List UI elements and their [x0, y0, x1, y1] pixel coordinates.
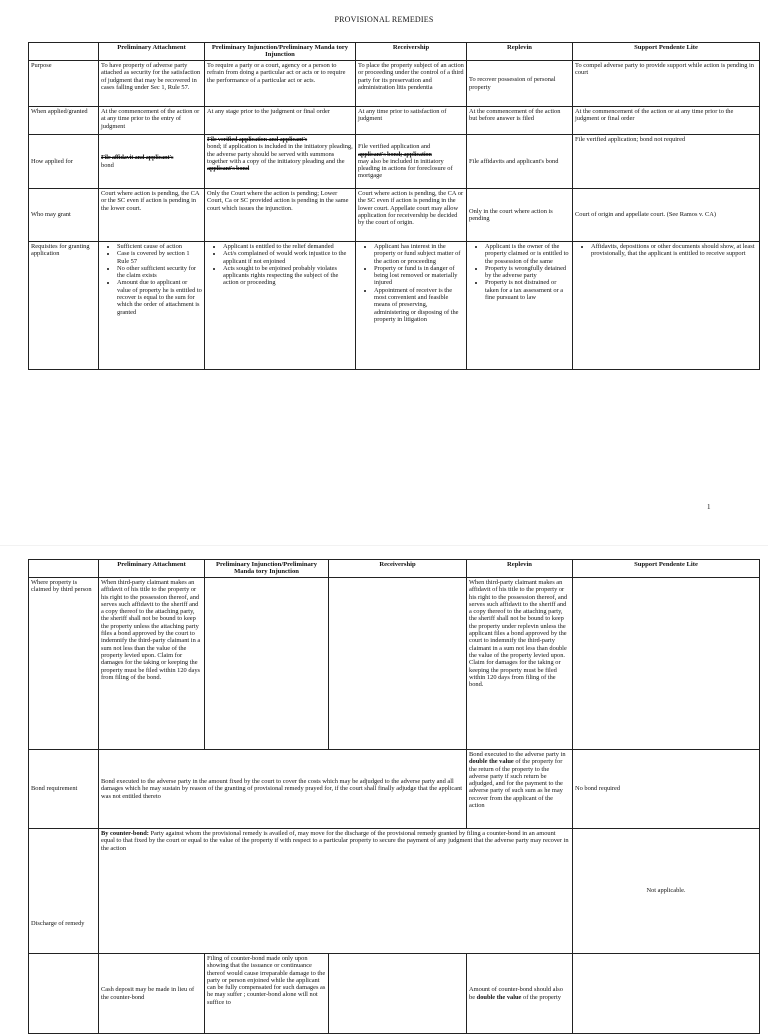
cell: To require a party or a court, agency or a person to refrain from doing a particular act or acts or to require the performance of a particular act or acts. — [205, 61, 356, 107]
table-row — [29, 750, 760, 829]
cell: Not applicable. — [573, 829, 760, 954]
cell: Filing of counter-bond made only upon showing that the issuance or continuance thereof would cause irreparable damage to the party or person enjoined while the applicant can be fully compensated for such damages as he may suffer ; counter-bond alone will not suffice to — [205, 954, 329, 1034]
bullet-list — [358, 243, 464, 323]
header-preliminary-attachment: Preliminary Attachment — [99, 560, 205, 578]
list-item: • Sufficient cause of action — [117, 243, 202, 250]
cell: At the commencement of the action but before answer is filed — [467, 107, 573, 135]
list-item: • Applicant has interest in the property or fund subject matter of the action or proceeding — [374, 243, 464, 265]
cell: Court where action is pending, the CA or the SC even if action is pending in the lower court. — [99, 189, 205, 242]
cell — [205, 242, 356, 370]
cell: File affidavits and applicant's bond — [467, 135, 573, 189]
remedies-table-page-1 — [28, 42, 760, 370]
cell: Bond executed to the adverse party in double the value of the property for the return of the property to the adverse party if such return be adjudged, and for the payment to the adverse party of such sum as he may recover from the applicant of the action — [467, 750, 573, 829]
table-row — [29, 61, 760, 107]
row-label-who: Who may grant — [29, 189, 99, 242]
cell: Only in the court where action is pending — [467, 189, 573, 242]
cell — [29, 954, 99, 1034]
cell: To compel adverse party to provide support while action is pending in court — [573, 61, 760, 107]
list-item: • Property is wrongfully detained by the adverse party — [485, 265, 570, 280]
bullet-list — [101, 243, 202, 316]
bullet-list — [575, 243, 757, 258]
cell: Bond executed to the adverse party in the amount fixed by the court to cover the costs which may be adjudged to the adverse party and all damages which he may sustain by reason of the granting of provisional remedy prayed for, if the court shall finally adjudge that the applicant was not entitled thereto — [99, 750, 467, 829]
page-separator — [0, 545, 768, 546]
row-label-bond: Bond requirement — [29, 750, 99, 829]
cell: At any time prior to satisfaction of judgment — [356, 107, 467, 135]
cell: File affidavit and applicant's bond — [99, 135, 205, 189]
list-item: • Case is covered by section 1 Rule 57 — [117, 250, 202, 265]
header-preliminary-injunction: Preliminary Injunction/Preliminary Manda tory Injunction — [205, 43, 356, 61]
row-label-requisites: Requisites for granting application — [29, 242, 99, 370]
row-label-how: How applied for — [29, 135, 99, 189]
corner-cell — [29, 43, 99, 61]
cell: Cash deposit may be made in lieu of the counter-bond — [99, 954, 205, 1034]
cell — [99, 242, 205, 370]
cell — [573, 578, 760, 750]
page-title: PROVISIONAL REMEDIES — [334, 15, 434, 24]
cell: By counter-bond: Party against whom the provisional remedy is availed of, may move for the discharge of the provisional remedy granted by filing a counter-bond in an amount equal to that fixed by the court or equal to the value of the property if with respect to a particular property to secure the payment of any judgment that the adverse party may recover in the action — [99, 829, 573, 954]
header-replevin: Replevin — [467, 43, 573, 61]
bullet-list — [469, 243, 570, 301]
cell: File verified application and applicant's bond; if application is included in the initiatory pleading, the adverse party should be served with summons together with a copy of the initiatory pleading and the applicant's bond — [205, 135, 356, 189]
list-item: • Acts sought to be enjoined probably violates applicants rights respecting the subject of the action or proceeding — [223, 265, 353, 287]
cell: When third-party claimant makes an affidavit of his title to the property or his right to the possession thereof, and serves such affidavit to the sheriff and a copy thereof to the attaching party, the sheriff shall not be bound to keep the property under replevin unless the applicant files a bond approved by the court to indemnify the third-party claimant in a sum not less than double the value of the property levied upon. Claim for damages for the taking or keeping the property must be filed within 120 days from filing of the bond. — [467, 578, 573, 750]
header-preliminary-injunction: Preliminary Injunction/Preliminary Manda tory Injunction — [205, 560, 329, 578]
cell: When third-party claimant makes an affidavit of his title to the property or his right to the possession thereof, and serves such affidavit to the sheriff and a copy thereof to the attaching party, the sheriff shall not be bound to keep the property unless the attaching party files a bond approved by the court to indemnify the third-party claimant in a sum not less than the value of the property levied upon. Claim for damages for the taking or keeping the property must be filed within 120 days from filing of the bond. — [99, 578, 205, 750]
cell: To have property of adverse party attached as security for the satisfaction of judgment that may be recovered in cases falling under Sec 1, Rule 57. — [99, 61, 205, 107]
table-row — [29, 135, 760, 189]
table-row — [29, 107, 760, 135]
bullet-list — [207, 243, 353, 287]
cell: No bond required — [573, 750, 760, 829]
cell: At the commencement of the action or at any time prior to the judgment or final order — [573, 107, 760, 135]
list-item: • Appointment of receiver is the most convenient and feasible means of preserving, administering or disposing of the property in litigation — [374, 287, 464, 323]
cell: Only the Court where the action is pending; Lower Court, Ca or SC provided action is pending in the same court which issues the injunction. — [205, 189, 356, 242]
row-label-third-party: Where property is claimed by third person — [29, 578, 99, 750]
list-item: • Amount due to applicant or value of property he is entitled to recover is equal to the sum for which the order of attachment is granted — [117, 279, 202, 315]
row-label-purpose: Purpose — [29, 61, 99, 107]
header-receivership: Receivership — [329, 560, 467, 578]
cell: Court of origin and appellate court. (See Ramos v. CA) — [573, 189, 760, 242]
list-item: • Act/s complained of would work injustice to the applicant if not enjoined — [223, 250, 353, 265]
header-replevin: Replevin — [467, 560, 573, 578]
cell — [205, 578, 329, 750]
header-receivership: Receivership — [356, 43, 467, 61]
cell — [573, 242, 760, 370]
cell: To place the property subject of an action or proceeding under the control of a third party for its preservation and administration litis pendentia — [356, 61, 467, 107]
table-row — [29, 954, 760, 1034]
row-label-when: When applied/granted — [29, 107, 99, 135]
remedies-table-page-2 — [28, 559, 760, 1034]
cell — [467, 242, 573, 370]
cell: File verified application and applicant's bond; application may also be included in initiatory pleading in actions for foreclosure of mortgage — [356, 135, 467, 189]
header-preliminary-attachment: Preliminary Attachment — [99, 43, 205, 61]
table-row — [29, 829, 760, 954]
list-item: • Affidavits, depositions or other documents should show, at least provisionally, that the applicant is entitled to receive support — [591, 243, 757, 258]
row-label-discharge: Discharge of remedy — [29, 829, 99, 954]
cell — [329, 578, 467, 750]
cell — [573, 954, 760, 1034]
table-row — [29, 189, 760, 242]
list-item: • Property or fund is in danger of being lost removed or materially injured — [374, 265, 464, 287]
table-row — [29, 578, 760, 750]
header-support-pendente-lite: Support Pendente Lite — [573, 43, 760, 61]
table-row — [29, 242, 760, 370]
cell: To recover possession of personal property — [467, 61, 573, 107]
list-item: • Property is not distrained or taken for a tax assessment or a fine pursuant to law — [485, 279, 570, 301]
cell: File verified application; bond not required — [573, 135, 760, 189]
cell: At the commencement of the action or at any time prior to the entry of judgment — [99, 107, 205, 135]
page-number: 1 — [707, 503, 711, 511]
list-item: • No other sufficient security for the claim exists — [117, 265, 202, 280]
cell: Amount of counter-bond should also be double the value of the property — [467, 954, 573, 1034]
struck-text: File affidavit and applicant's — [101, 154, 174, 162]
cell — [356, 242, 467, 370]
list-item: • Applicant is the owner of the property claimed or is entitled to the possession of the same — [485, 243, 570, 265]
cell — [329, 954, 467, 1034]
cell: At any stage prior to the judgment or final order — [205, 107, 356, 135]
header-support-pendente-lite: Support Pendente Lite — [573, 560, 760, 578]
list-item: • Applicant is entitled to the relief demanded — [223, 243, 353, 250]
corner-cell — [29, 560, 99, 578]
cell: Court where action is pending, the CA or the SC even if action is pending in the lower court. Appellate court may allow application for receivership be decided by the court of origin. — [356, 189, 467, 242]
